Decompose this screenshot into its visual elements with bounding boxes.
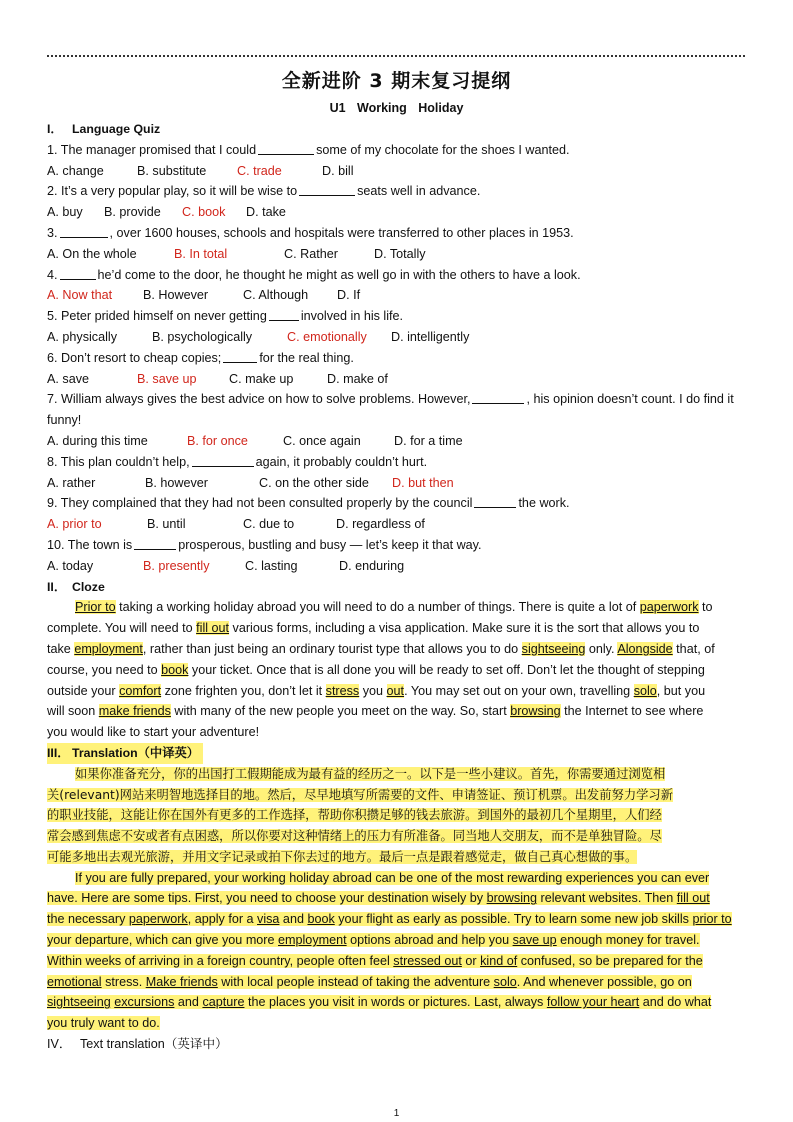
translation-line — [47, 868, 747, 889]
answer-blank[interactable] — [192, 454, 254, 467]
section-title: Cloze — [72, 579, 105, 594]
cloze-line: take employment, rather than just being an ordinary tourist type that allows you to do sightseeing only. Alongside that, of — [47, 641, 715, 656]
section-heading-text-translation — [47, 1034, 747, 1055]
question-text: the work. — [518, 496, 570, 511]
key-phrase: employment — [278, 933, 347, 948]
option[interactable]: A. today — [47, 558, 94, 573]
option[interactable]: D. make of — [327, 371, 388, 386]
quiz-question — [47, 140, 747, 161]
question-text: 6. Don’t resort to cheap copies; — [47, 350, 222, 365]
question-text: for the real thing. — [259, 350, 354, 365]
translation-line — [47, 992, 747, 1013]
highlighted-text: 关(relevant)网站来明智地选择目的地。然后，尽早地填写所需要的文件、申请签证、预订机票。出发前努力学习新 — [47, 787, 674, 802]
option[interactable]: D. regardless of — [336, 517, 425, 532]
highlighted-text: you truly want to do. — [47, 1016, 160, 1031]
key-phrase: sightseeing — [47, 995, 111, 1010]
highlighted-text: 如果你准备充分，你的出国打工假期能成为最有益的经历之一。以下是一些小建议。首先，你需要通过浏览相 — [75, 766, 666, 781]
translation-line — [47, 909, 747, 930]
section-title: Language Quiz — [72, 122, 161, 136]
content — [47, 119, 747, 1055]
option[interactable]: D. take — [246, 205, 286, 220]
quiz-question — [47, 181, 747, 202]
highlighted-text: Within weeks of arriving in a foreign country, people often feel stressed out or kind of confused, so be prepared for the — [47, 953, 703, 968]
chinese-line — [47, 805, 747, 826]
highlighted-text: If you are fully prepared, your working holiday abroad can be one of the most rewarding experiences you can ever — [75, 870, 710, 885]
cloze-answer: solo — [633, 683, 657, 698]
question-text: , over 1600 houses, schools and hospitals were transferred to other places in 1953. — [109, 225, 574, 240]
cloze-line: course, you need to book your ticket. Once that is all done you will be ready to set off. Don’t let the thought of stepping — [47, 662, 705, 677]
question-text: 10. The town is — [47, 537, 133, 552]
translation-heading-highlight — [47, 743, 203, 764]
cloze-answer: stress — [325, 683, 360, 698]
answer-blank[interactable] — [60, 225, 108, 238]
quiz-question — [47, 348, 747, 369]
question-text: 9. They complained that they had not been consulted properly by the council — [47, 496, 473, 511]
key-phrase: stressed out — [393, 953, 462, 968]
option[interactable]: D. bill — [322, 163, 354, 178]
key-phrase: book — [307, 912, 335, 927]
options-row — [47, 369, 747, 390]
cloze-line: complete. You will need to fill out various forms, including a visa application. Make sure it is the sort that allows you to — [47, 621, 700, 636]
chinese-line — [47, 847, 747, 868]
highlighted-text: 可能多地出去观光旅游，并用文字记录或拍下你去过的地方。最后一点是跟着感觉走，做自己真心想做的事。 — [47, 849, 638, 864]
translation-line — [47, 951, 747, 972]
options-row — [47, 244, 747, 265]
question-text: 3. — [47, 225, 58, 240]
option[interactable]: D. enduring — [339, 558, 405, 573]
section-heading-cloze — [47, 577, 747, 598]
option[interactable]: A. physically — [47, 329, 117, 344]
highlighted-text: 常会感到焦虑不安或者有点困惑，所以你要对这种情绪上的压力有所准备。同当地人交朋友，而不是单独冒险。尽 — [47, 829, 662, 844]
option[interactable]: C. on the other side — [259, 475, 369, 490]
answer-blank[interactable] — [134, 537, 176, 550]
language-quiz — [47, 140, 747, 577]
correct-option[interactable]: A. Now that — [47, 288, 113, 303]
answer-blank[interactable] — [258, 142, 314, 155]
page-number: 1 — [393, 1108, 400, 1119]
question-text: 1. The manager promised that I could — [47, 142, 257, 157]
question-text: 8. This plan couldn’t help, — [47, 454, 190, 469]
quiz-question — [47, 535, 747, 556]
options-row — [47, 202, 747, 223]
correct-option[interactable]: C. emotionally — [287, 329, 367, 344]
cloze-answer: browsing — [510, 704, 561, 719]
question-text: seats well in advance. — [357, 184, 481, 199]
key-phrase: kind of — [480, 953, 518, 968]
correct-option[interactable]: C. book — [182, 205, 226, 220]
key-phrase: emotional — [47, 974, 102, 989]
translation-line — [47, 930, 747, 951]
correct-option[interactable]: C. trade — [237, 163, 282, 178]
answer-blank[interactable] — [223, 350, 257, 363]
chinese-passage — [47, 764, 747, 868]
header-dotted-rule — [47, 55, 745, 57]
answer-blank[interactable] — [472, 391, 524, 404]
cloze-answer: Alongside — [617, 641, 673, 656]
answer-blank[interactable] — [269, 308, 299, 321]
answer-blank[interactable] — [299, 183, 355, 196]
option[interactable]: B. however — [145, 475, 208, 490]
cloze-line: Prior to taking a working holiday abroad you will need to do a number of things. There is quite a lot of paperwork to — [75, 600, 713, 615]
cloze-line: outside your comfort zone frighten you, don’t let it stress you out. You may set out on your own, travelling solo, but you — [47, 683, 706, 698]
translation-line — [47, 1013, 747, 1034]
correct-option[interactable]: B. save up — [137, 371, 197, 386]
option[interactable]: B. psychologically — [152, 329, 253, 344]
cloze-answer: fill out — [196, 621, 230, 636]
option[interactable]: A. buy — [47, 205, 83, 220]
question-text: 2. It’s a very popular play, so it will be wise to — [47, 184, 298, 199]
question-continuation: funny! — [47, 413, 82, 428]
question-text: he’d come to the door, he thought he might as well go in with the others to have a look. — [97, 267, 581, 282]
option[interactable]: B. until — [147, 517, 186, 532]
option[interactable]: B. substitute — [137, 163, 207, 178]
key-phrase: Make friends — [145, 974, 218, 989]
option[interactable]: C. Although — [243, 288, 309, 303]
question-text: 7. William always gives the best advice on how to solve problems. However, — [47, 392, 471, 407]
option[interactable]: C. make up — [229, 371, 294, 386]
unit-subtitle: U1 Working Holiday — [329, 101, 464, 115]
option[interactable]: A. change — [47, 163, 104, 178]
quiz-question — [47, 389, 747, 410]
question-text: again, it probably couldn’t hurt. — [255, 454, 428, 469]
key-phrase: follow your heart — [546, 995, 640, 1010]
key-phrase: paperwork — [128, 912, 188, 927]
options-row — [47, 473, 747, 494]
correct-option[interactable]: B. for once — [187, 433, 248, 448]
option[interactable]: D. Totally — [374, 246, 426, 261]
cloze-answer: sightseeing — [521, 641, 586, 656]
option[interactable]: A. On the whole — [47, 246, 137, 261]
option[interactable]: D. intelligently — [391, 329, 470, 344]
section-number: II． — [47, 579, 67, 594]
question-text: , his opinion doesn’t count. I do find it — [526, 392, 734, 407]
chinese-line — [47, 764, 747, 785]
cloze-line: you would like to start your adventure! — [47, 725, 260, 740]
option[interactable]: D. for a time — [394, 433, 463, 448]
key-phrase: browsing — [486, 891, 538, 906]
highlighted-text: 的职业技能，这能让你在国外有更多的工作选择，帮助你积攒足够的钱去旅游。到国外的最初几个星期里，人们经 — [47, 808, 662, 823]
cloze-answer: make friends — [98, 704, 171, 719]
correct-option[interactable]: B. presently — [143, 558, 210, 573]
key-phrase: save up — [512, 933, 557, 948]
quiz-question — [47, 265, 747, 286]
cloze-line: will soon make friends with many of the new people you meet on the way. So, start browsing the Internet to see where — [47, 704, 704, 719]
section-heading-translation — [47, 743, 747, 764]
question-text: 4. — [47, 267, 58, 282]
section-heading-language-quiz — [47, 119, 747, 140]
section-number: I． — [47, 122, 63, 136]
key-phrase: excursions — [114, 995, 175, 1010]
answer-blank[interactable] — [474, 495, 516, 508]
option[interactable]: C. due to — [243, 517, 295, 532]
cloze-answer: comfort — [119, 683, 162, 698]
translation-line — [47, 888, 747, 909]
question-text: involved in his life. — [300, 309, 404, 324]
quiz-question — [47, 452, 747, 473]
key-phrase: visa — [257, 912, 280, 927]
option[interactable]: C. Rather — [284, 246, 338, 261]
answer-blank[interactable] — [60, 267, 96, 280]
cloze-answer: employment — [74, 641, 143, 656]
option[interactable]: C. lasting — [245, 558, 298, 573]
options-row — [47, 431, 747, 452]
question-text: prosperous, bustling and busy — let’s keep it that way. — [178, 537, 482, 552]
question-text: some of my chocolate for the shoes I wanted. — [316, 142, 570, 157]
english-translation — [47, 868, 747, 1034]
translation-line — [47, 972, 747, 993]
quiz-question — [47, 306, 747, 327]
page-title: 全新进阶 3 期末复习提纲 — [281, 70, 512, 92]
question-text: 5. Peter prided himself on never getting — [47, 309, 267, 324]
options-row — [47, 514, 747, 535]
correct-option[interactable]: B. In total — [174, 246, 228, 261]
options-row — [47, 327, 747, 348]
highlighted-text: have. Here are some tips. First, you need to choose your destination wisely by browsing relevant websites. Then fill out — [47, 891, 710, 906]
option[interactable]: D. If — [337, 288, 361, 303]
options-row — [47, 161, 747, 182]
highlighted-text: emotional stress. Make friends with local people instead of taking the adventure solo. And whenever possible, go on — [47, 974, 692, 989]
option[interactable]: B. provide — [104, 205, 161, 220]
option[interactable]: A. during this time — [47, 433, 148, 448]
correct-option[interactable]: A. prior to — [47, 517, 102, 532]
cloze-answer: book — [161, 662, 189, 677]
cloze-answer: out — [386, 683, 405, 698]
key-phrase: prior to — [692, 912, 732, 927]
highlighted-text: the necessary paperwork, apply for a visa and book your flight as early as possible. Try to learn some new job skills prior to — [47, 912, 732, 927]
option[interactable]: C. once again — [283, 433, 361, 448]
cloze-answer: Prior to — [75, 600, 116, 615]
key-phrase: capture — [202, 995, 245, 1010]
section-title: Text translation（英译中） — [80, 1037, 228, 1052]
chinese-line — [47, 826, 747, 847]
section-title: Translation（中译英） — [72, 745, 200, 760]
cloze-passage — [47, 597, 747, 743]
options-row — [47, 285, 747, 306]
chinese-line — [47, 785, 747, 806]
section-number: III． — [47, 745, 70, 760]
options-row — [47, 556, 747, 577]
highlighted-text: your departure, which can give you more employment options abroad and help you save up enough money for travel. — [47, 933, 700, 948]
key-phrase: fill out — [676, 891, 710, 906]
quiz-question — [47, 223, 747, 244]
correct-option[interactable]: D. but then — [392, 475, 454, 490]
highlighted-text: sightseeing excursions and capture the places you visit in words or pictures. Last, always follow your heart and do what — [47, 995, 712, 1010]
option[interactable]: A. rather — [47, 475, 96, 490]
cloze-answer: paperwork — [639, 600, 699, 615]
key-phrase: solo — [493, 974, 517, 989]
section-number: IV． — [47, 1037, 72, 1052]
option[interactable]: A. save — [47, 371, 89, 386]
option[interactable]: B. However — [143, 288, 209, 303]
quiz-question — [47, 493, 747, 514]
